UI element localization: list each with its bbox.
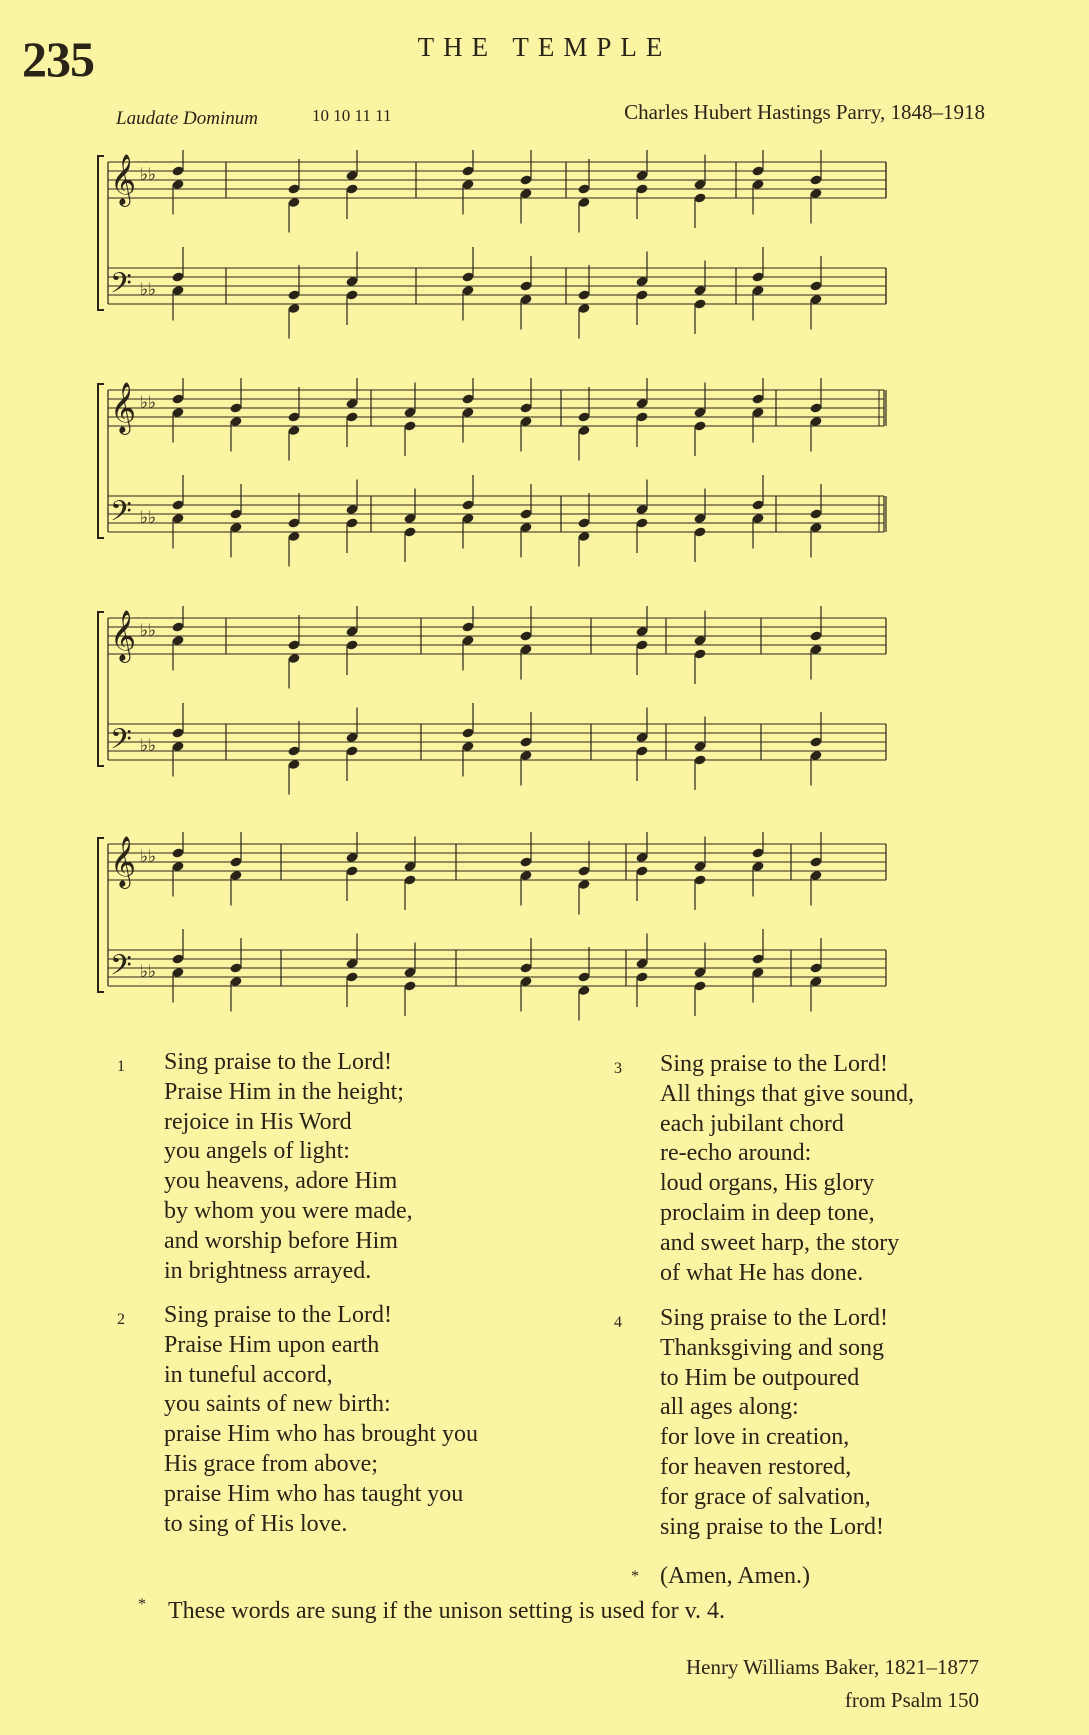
verse-line: for love in creation, — [660, 1424, 850, 1451]
system-bracket — [98, 838, 104, 992]
flat-sign-icon: ♭♭ — [140, 508, 157, 528]
verse-line: Sing praise to the Lord! — [164, 1302, 392, 1328]
hymn-number: 235 — [22, 31, 94, 87]
author-credit: Henry Williams Baker, 1821–1877 — [685, 1655, 979, 1679]
amen-text: (Amen, Amen.) — [660, 1563, 810, 1589]
verse-line: by whom you were made, — [164, 1197, 413, 1224]
amen-asterisk: * — [631, 1568, 639, 1585]
system-bracket — [98, 156, 104, 310]
flat-sign-icon: ♭♭ — [140, 621, 157, 641]
verse-4 — [660, 1304, 888, 1542]
verse-line: His grace from above; — [164, 1450, 378, 1477]
verse-1-number: 1 — [117, 1058, 125, 1075]
verse-line: Praise Him in the height; — [164, 1078, 404, 1105]
verse-line: loud organs, His glory — [660, 1170, 875, 1197]
footnote-asterisk: * — [138, 1596, 146, 1613]
verse-line: Sing praise to the Lord! — [660, 1051, 888, 1077]
verse-line: for grace of salvation, — [660, 1483, 871, 1510]
tune-name: Laudate Dominum — [116, 108, 258, 129]
verse-line: you angels of light: — [164, 1138, 350, 1165]
treble-clef-icon: 𝄞 — [110, 610, 137, 661]
verse-line: Sing praise to the Lord! — [660, 1305, 888, 1331]
text-source: from Psalm 150 — [844, 1688, 979, 1712]
flat-sign-icon: ♭♭ — [140, 736, 157, 756]
verse-line: each jubilant chord — [660, 1110, 844, 1137]
flat-sign-icon: ♭♭ — [140, 165, 157, 185]
verse-line: All things that give sound, — [660, 1080, 914, 1107]
meter: 10 10 11 11 — [312, 106, 392, 125]
verse-line: in brightness arrayed. — [164, 1257, 372, 1284]
verse-line: praise Him who has taught you — [164, 1480, 464, 1507]
verse-3 — [660, 1050, 914, 1288]
bass-clef-icon: 𝄢 — [110, 267, 132, 307]
verse-line: sing praise to the Lord! — [660, 1513, 884, 1540]
verse-line: to sing of His love. — [164, 1510, 348, 1537]
system-bracket — [98, 384, 104, 538]
verse-line: Sing praise to the Lord! — [164, 1049, 392, 1075]
flat-sign-icon: ♭♭ — [140, 393, 157, 413]
flat-sign-icon: ♭♭ — [140, 847, 157, 867]
verse-line: all ages along: — [660, 1394, 799, 1421]
music-system-1 — [96, 150, 986, 340]
section-title: THE TEMPLE — [417, 32, 672, 62]
music-system-2 — [96, 378, 986, 573]
verse-4-number: 4 — [614, 1314, 622, 1331]
flat-sign-icon: ♭♭ — [140, 962, 157, 982]
bass-clef-icon: 𝄢 — [110, 723, 132, 763]
treble-clef-icon: 𝄞 — [110, 836, 137, 887]
verse-line: for heaven restored, — [660, 1453, 852, 1480]
music-system-3 — [96, 606, 986, 801]
verse-3-number: 3 — [614, 1060, 622, 1077]
treble-clef-icon: 𝄞 — [110, 154, 137, 205]
verse-line: to Him be outpoured — [660, 1364, 860, 1391]
composer-credit: Charles Hubert Hastings Parry, 1848–1918 — [624, 100, 985, 124]
verse-line: rejoice in His Word — [164, 1108, 352, 1135]
footnote-text: These words are sung if the unison setting is used for v. 4. — [168, 1598, 726, 1624]
verse-line: of what He has done. — [660, 1259, 864, 1286]
flat-sign-icon: ♭♭ — [140, 280, 157, 300]
verse-line: in tuneful accord, — [164, 1361, 333, 1388]
verse-line: praise Him who has brought you — [164, 1421, 478, 1448]
music-system-4 — [96, 832, 986, 1027]
treble-clef-icon: 𝄞 — [110, 382, 137, 433]
verse-2 — [164, 1301, 478, 1539]
verse-line: re-echo around: — [660, 1140, 812, 1167]
verse-line: and worship before Him — [164, 1227, 398, 1254]
verse-line: Praise Him upon earth — [164, 1331, 380, 1358]
verse-line: you heavens, adore Him — [164, 1168, 398, 1195]
verse-line: and sweet harp, the story — [660, 1229, 900, 1256]
verse-line: proclaim in deep tone, — [660, 1199, 875, 1226]
bass-clef-icon: 𝄢 — [110, 949, 132, 989]
verse-2-number: 2 — [117, 1311, 125, 1328]
verse-line: Thanksgiving and song — [660, 1334, 884, 1361]
bass-clef-icon: 𝄢 — [110, 495, 132, 535]
verse-1 — [164, 1048, 413, 1286]
system-bracket — [98, 612, 104, 766]
verse-line: you saints of new birth: — [164, 1391, 391, 1418]
